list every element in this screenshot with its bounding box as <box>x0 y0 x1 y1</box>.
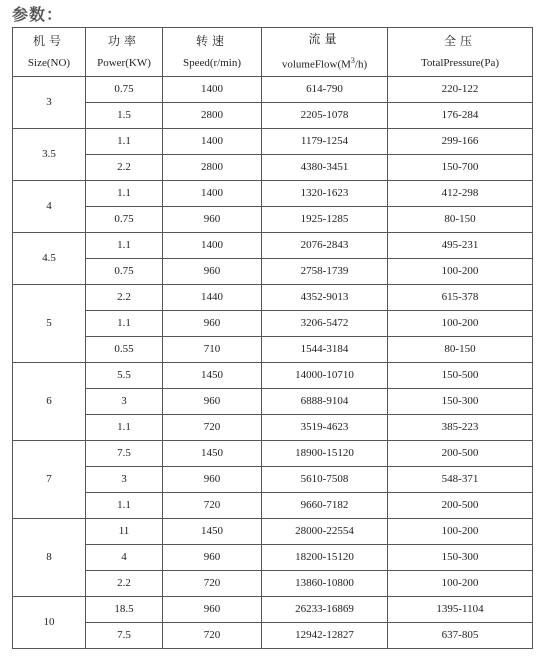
speed-cell: 1440 <box>163 284 262 310</box>
header-flow-en-post: /h) <box>354 58 368 71</box>
power-cell: 3 <box>86 466 163 492</box>
flow-cell: 9660-7182 <box>262 492 388 518</box>
table-row <box>13 518 533 544</box>
speed-cell: 960 <box>163 596 262 622</box>
table-row <box>13 128 533 154</box>
pressure-cell: 200-500 <box>388 440 533 466</box>
power-cell: 1.1 <box>86 232 163 258</box>
size-cell: 5 <box>13 284 86 362</box>
speed-cell: 2800 <box>163 154 262 180</box>
pressure-cell: 80-150 <box>388 336 533 362</box>
header-flow <box>262 28 388 77</box>
speed-cell: 720 <box>163 492 262 518</box>
speed-cell: 1400 <box>163 180 262 206</box>
table-row <box>13 570 533 596</box>
header-speed-en: Speed(r/min) <box>182 56 242 69</box>
flow-cell: 5610-7508 <box>262 466 388 492</box>
pressure-cell: 637-805 <box>388 622 533 648</box>
power-cell: 2.2 <box>86 570 163 596</box>
speed-cell: 960 <box>163 466 262 492</box>
table-row <box>13 284 533 310</box>
flow-cell: 1925-1285 <box>262 206 388 232</box>
flow-cell: 26233-16869 <box>262 596 388 622</box>
flow-cell: 2758-1739 <box>262 258 388 284</box>
flow-cell: 6888-9104 <box>262 388 388 414</box>
flow-cell: 1179-1254 <box>262 128 388 154</box>
header-pressure-cn: 全压 <box>443 33 476 48</box>
power-cell: 1.1 <box>86 180 163 206</box>
table-row <box>13 622 533 648</box>
power-cell: 3 <box>86 388 163 414</box>
header-flow-en-sup: 3 <box>350 56 355 65</box>
speed-cell: 1450 <box>163 518 262 544</box>
size-cell: 4.5 <box>13 232 86 284</box>
pressure-cell: 412-298 <box>388 180 533 206</box>
power-cell: 1.1 <box>86 128 163 154</box>
table-row <box>13 76 533 102</box>
pressure-cell: 385-223 <box>388 414 533 440</box>
power-cell: 2.2 <box>86 284 163 310</box>
flow-cell: 4352-9013 <box>262 284 388 310</box>
flow-cell: 3206-5472 <box>262 310 388 336</box>
table-row <box>13 466 533 492</box>
pressure-cell: 80-150 <box>388 206 533 232</box>
power-cell: 1.1 <box>86 492 163 518</box>
pressure-cell: 548-371 <box>388 466 533 492</box>
pressure-cell: 150-700 <box>388 154 533 180</box>
power-cell: 7.5 <box>86 440 163 466</box>
size-cell: 3 <box>13 76 86 128</box>
size-cell: 8 <box>13 518 86 596</box>
speed-cell: 960 <box>163 388 262 414</box>
header-size-cn: 机号 <box>32 33 65 48</box>
power-cell: 0.75 <box>86 206 163 232</box>
table-row <box>13 258 533 284</box>
header-power <box>86 28 163 77</box>
pressure-cell: 100-200 <box>388 570 533 596</box>
speed-cell: 720 <box>163 622 262 648</box>
flow-cell: 14000-10710 <box>262 362 388 388</box>
table-row <box>13 414 533 440</box>
pressure-cell: 100-200 <box>388 310 533 336</box>
power-cell: 1.1 <box>86 414 163 440</box>
header-flow-en-pre: volumeFlow(M <box>281 58 351 71</box>
table-body <box>13 76 533 648</box>
table-row <box>13 232 533 258</box>
pressure-cell: 1395-1104 <box>388 596 533 622</box>
power-cell: 0.75 <box>86 258 163 284</box>
speed-cell: 1400 <box>163 128 262 154</box>
header-size <box>13 28 86 77</box>
header-pressure-en: TotalPressure(Pa) <box>420 56 500 69</box>
size-cell: 6 <box>13 362 86 440</box>
header-power-cn: 功率 <box>107 33 140 48</box>
flow-cell: 614-790 <box>262 76 388 102</box>
flow-cell: 13860-10800 <box>262 570 388 596</box>
pressure-cell: 495-231 <box>388 232 533 258</box>
power-cell: 11 <box>86 518 163 544</box>
speed-cell: 1400 <box>163 232 262 258</box>
speed-cell: 720 <box>163 570 262 596</box>
power-cell: 2.2 <box>86 154 163 180</box>
speed-cell: 960 <box>163 544 262 570</box>
power-cell: 5.5 <box>86 362 163 388</box>
header-power-en: Power(KW) <box>97 56 151 69</box>
pressure-cell: 220-122 <box>388 76 533 102</box>
size-cell: 3.5 <box>13 128 86 180</box>
header-pressure <box>388 28 533 77</box>
pressure-cell: 100-200 <box>388 518 533 544</box>
header-flow-cn: 流量 <box>308 32 341 46</box>
pressure-cell: 615-378 <box>388 284 533 310</box>
flow-cell: 1544-3184 <box>262 336 388 362</box>
flow-cell: 1320-1623 <box>262 180 388 206</box>
flow-cell: 2205-1078 <box>262 102 388 128</box>
pressure-cell: 299-166 <box>388 128 533 154</box>
header-speed <box>163 28 262 77</box>
table-row <box>13 336 533 362</box>
power-cell: 0.75 <box>86 76 163 102</box>
header-size-en: Size(NO) <box>27 56 71 69</box>
flow-cell: 28000-22554 <box>262 518 388 544</box>
table-row <box>13 310 533 336</box>
power-cell: 7.5 <box>86 622 163 648</box>
pressure-cell: 200-500 <box>388 492 533 518</box>
speed-cell: 960 <box>163 310 262 336</box>
speed-cell: 1400 <box>163 76 262 102</box>
page-title: 参数： <box>12 5 64 24</box>
power-cell: 0.55 <box>86 336 163 362</box>
flow-cell: 12942-12827 <box>262 622 388 648</box>
table-row <box>13 154 533 180</box>
table-header <box>13 28 533 77</box>
size-cell: 10 <box>13 596 86 648</box>
power-cell: 4 <box>86 544 163 570</box>
flow-cell: 3519-4623 <box>262 414 388 440</box>
size-cell: 7 <box>13 440 86 518</box>
flow-cell: 4380-3451 <box>262 154 388 180</box>
header-speed-cn: 转速 <box>195 33 228 48</box>
flow-cell: 18900-15120 <box>262 440 388 466</box>
table-row <box>13 388 533 414</box>
pressure-cell: 150-300 <box>388 388 533 414</box>
pressure-cell: 150-300 <box>388 544 533 570</box>
power-cell: 1.1 <box>86 310 163 336</box>
table-row <box>13 180 533 206</box>
pressure-cell: 100-200 <box>388 258 533 284</box>
flow-cell: 2076-2843 <box>262 232 388 258</box>
pressure-cell: 150-500 <box>388 362 533 388</box>
table-row <box>13 362 533 388</box>
flow-cell: 18200-15120 <box>262 544 388 570</box>
table-row <box>13 102 533 128</box>
table-row <box>13 544 533 570</box>
speed-cell: 720 <box>163 414 262 440</box>
header-flow-en <box>262 53 387 73</box>
speed-cell: 1450 <box>163 440 262 466</box>
speed-cell: 960 <box>163 206 262 232</box>
speed-cell: 1450 <box>163 362 262 388</box>
speed-cell: 710 <box>163 336 262 362</box>
table-row <box>13 440 533 466</box>
size-cell: 4 <box>13 180 86 232</box>
table-row <box>13 492 533 518</box>
table-row <box>13 596 533 622</box>
power-cell: 18.5 <box>86 596 163 622</box>
power-cell: 1.5 <box>86 102 163 128</box>
speed-cell: 960 <box>163 258 262 284</box>
speed-cell: 2800 <box>163 102 262 128</box>
pressure-cell: 176-284 <box>388 102 533 128</box>
spec-table <box>12 27 533 649</box>
table-row <box>13 206 533 232</box>
